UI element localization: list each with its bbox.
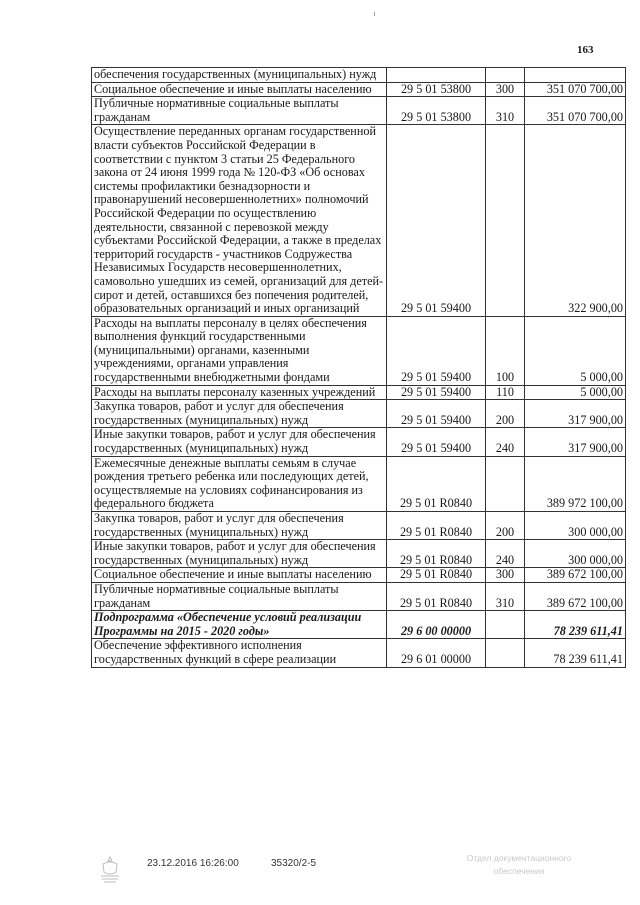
cell-amount: 317 900,00 [525, 400, 626, 428]
cell-name: Иные закупки товаров, работ и услуг для обеспечения государственных (муниципальных) нужд [92, 540, 387, 568]
table-row [92, 316, 626, 385]
cell-code: 29 5 01 59400 [387, 400, 486, 428]
cell-expense-kind: 110 [486, 385, 525, 400]
cell-amount: 78 239 611,41 [525, 611, 626, 639]
cell-code: 29 6 00 00000 [387, 611, 486, 639]
cell-code: 29 5 01 59400 [387, 125, 486, 316]
cell-amount: 389 672 100,00 [525, 568, 626, 583]
table-row [92, 400, 626, 428]
cell-amount: 389 672 100,00 [525, 582, 626, 610]
footer-doc-number: 35320/2-5 [271, 858, 317, 869]
cell-expense-kind [486, 639, 525, 667]
cell-name: Ежемесячные денежные выплаты семьям в случае рождения третьего ребенка или последующих детей, осуществляемые на условиях софинансирования из федерального бюджета [92, 456, 387, 511]
cell-expense-kind: 240 [486, 540, 525, 568]
cell-expense-kind [486, 456, 525, 511]
cell-expense-kind [486, 125, 525, 316]
stamp-line: Отдел документационного [466, 853, 572, 863]
cell-code: 29 5 01 53800 [387, 82, 486, 97]
table-row [92, 385, 626, 400]
cell-amount: 78 239 611,41 [525, 639, 626, 667]
table-row [92, 639, 626, 667]
cell-name: Закупка товаров, работ и услуг для обеспечения государственных (муниципальных) нужд [92, 512, 387, 540]
cell-code: 29 5 01 R0840 [387, 582, 486, 610]
cell-amount: 351 070 700,00 [525, 82, 626, 97]
cell-code: 29 6 01 00000 [387, 639, 486, 667]
stamp-line: обеспечения [493, 866, 545, 876]
cell-expense-kind: 240 [486, 428, 525, 456]
table-row [92, 82, 626, 97]
cell-name: Расходы на выплаты персоналу казенных учреждений [92, 385, 387, 400]
cell-code: 29 5 01 R0840 [387, 568, 486, 583]
cell-name: обеспечения государственных (муниципальных) нужд [92, 68, 387, 83]
cell-amount: 300 000,00 [525, 512, 626, 540]
cell-name: Подпрограмма «Обеспечение условий реализации Программы на 2015 - 2020 годы» [92, 611, 387, 639]
cell-expense-kind: 310 [486, 582, 525, 610]
cell-name: Иные закупки товаров, работ и услуг для обеспечения государственных (муниципальных) нужд [92, 428, 387, 456]
cell-name: Закупка товаров, работ и услуг для обеспечения государственных (муниципальных) нужд [92, 400, 387, 428]
cell-code: 29 5 01 R0840 [387, 512, 486, 540]
cell-expense-kind: 200 [486, 512, 525, 540]
cell-name: Публичные нормативные социальные выплаты гражданам [92, 97, 387, 125]
cell-code: 29 5 01 53800 [387, 97, 486, 125]
cell-amount: 317 900,00 [525, 428, 626, 456]
table-row [92, 456, 626, 511]
footer-date: 23.12.2016 16:26:00 [147, 858, 239, 869]
emblem-icon [95, 854, 125, 886]
cell-name: Обеспечение эффективного исполнения государственных функций в сфере реализации [92, 639, 387, 667]
cell-code: 29 5 01 R0840 [387, 456, 486, 511]
cell-amount [525, 68, 626, 83]
scan-mark [374, 12, 375, 16]
cell-expense-kind [486, 68, 525, 83]
cell-expense-kind [486, 611, 525, 639]
table-row [92, 611, 626, 639]
cell-expense-kind: 310 [486, 97, 525, 125]
cell-amount: 389 972 100,00 [525, 456, 626, 511]
cell-name: Социальное обеспечение и иные выплаты населению [92, 82, 387, 97]
cell-name: Осуществление переданных органам государственной власти субъектов Российской Федерации в соответствии с пунктом 3 статьи 25 Федерального закона от 24 июня 1999 года № 120-ФЗ «Об основах системы профилактики безнадзорности и правонарушений несовершеннолетних» полномочий Российской Федерации по осуществлению деятельности, связанной с перевозкой между субъектами Российской Федерации, а также в пределах территорий государств - участников Содружества Независимых Государств несовершеннолетних, самовольно ушедших из семей, организаций для детей-сирот и детей, оставшихся без попечения родителей, образовательных организаций и иных организаций [92, 125, 387, 316]
cell-name: Социальное обеспечение и иные выплаты населению [92, 568, 387, 583]
cell-expense-kind: 300 [486, 568, 525, 583]
table-row [92, 512, 626, 540]
cell-amount: 5 000,00 [525, 385, 626, 400]
table-row [92, 540, 626, 568]
cell-code: 29 5 01 59400 [387, 428, 486, 456]
cell-code [387, 68, 486, 83]
cell-amount: 300 000,00 [525, 540, 626, 568]
cell-amount: 351 070 700,00 [525, 97, 626, 125]
table-row [92, 428, 626, 456]
cell-expense-kind: 300 [486, 82, 525, 97]
cell-code: 29 5 01 R0840 [387, 540, 486, 568]
page-number: 163 [577, 44, 594, 56]
table-row [92, 125, 626, 316]
table-row [92, 97, 626, 125]
cell-expense-kind: 200 [486, 400, 525, 428]
cell-expense-kind: 100 [486, 316, 525, 385]
department-stamp [449, 852, 589, 878]
cell-amount: 5 000,00 [525, 316, 626, 385]
cell-name: Расходы на выплаты персоналу в целях обеспечения выполнения функций государственными (муниципальными) органами, казенными учреждениями, органами управления государственными внебюджетными фондами [92, 316, 387, 385]
table-row [92, 582, 626, 610]
cell-name: Публичные нормативные социальные выплаты гражданам [92, 582, 387, 610]
cell-code: 29 5 01 59400 [387, 385, 486, 400]
table-row [92, 568, 626, 583]
cell-code: 29 5 01 59400 [387, 316, 486, 385]
table-row [92, 68, 626, 83]
budget-table [91, 67, 626, 668]
cell-amount: 322 900,00 [525, 125, 626, 316]
